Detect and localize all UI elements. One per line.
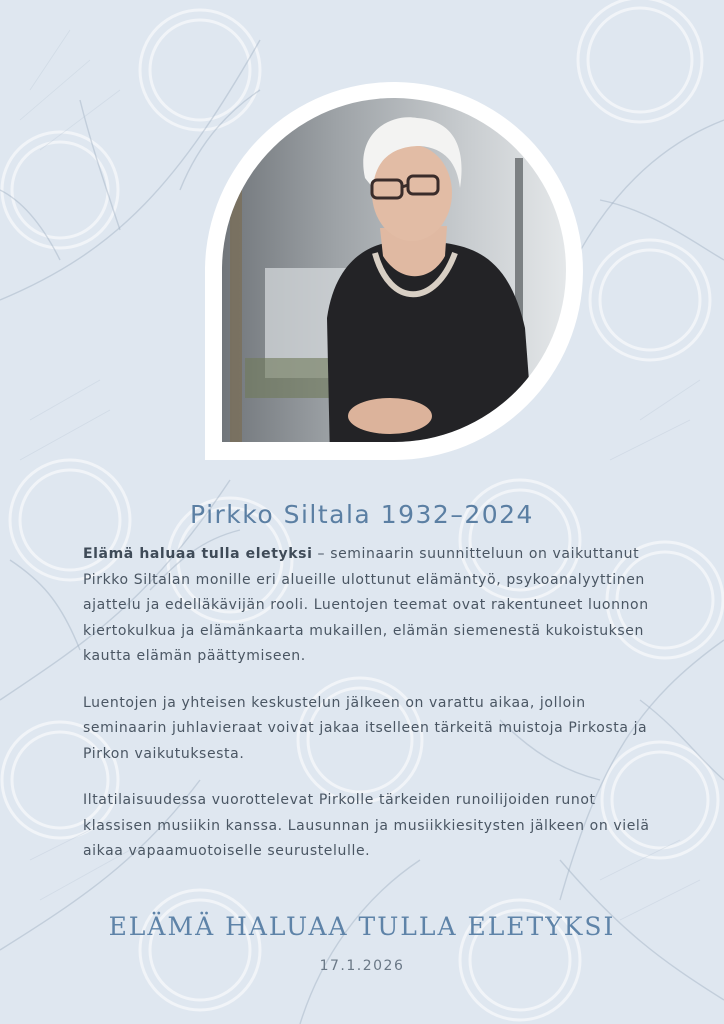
event-date: 17.1.2026 bbox=[319, 958, 405, 974]
paragraph-memories: Luentojen ja yhteisen keskustelun jälkeen on varattu aikaa, jolloin seminaarin juhlavieraat voivat jakaa itselleen tärkeitä muistoja Pirkosta ja Pirkon vaikutuksesta. bbox=[83, 694, 648, 762]
page-title: Pirkko Siltala 1932–2024 bbox=[190, 499, 534, 529]
event-tagline: ELÄMÄ HALUAA TULLA ELETYKSI bbox=[108, 912, 616, 941]
portrait-photo bbox=[205, 78, 583, 460]
paragraph-evening: Iltatilaisuudessa vuorottelevat Pirkolle tärkeiden runoilijoiden runot klassisen musiikin kanssa. Lausunnan ja musiikkiesitysten jälkeen on vielä aikaa vapaamuotoiselle seurustelulle. bbox=[83, 792, 650, 859]
paragraph-lead: Elämä haluaa tulla eletyksi bbox=[83, 546, 313, 562]
paragraph-intro-text: – seminaarin suunnitteluun on vaikuttanut Pirkko Siltalan monille eri alueille ulottunut elämäntyö, psykoanalyyttinen ajattelu ja edelläkävijän rooli. Luentojen teemat ovat rakentuneet luonnon kiertokulkua ja elämänkaarta mukaillen, elämän siemenestä kukoistuksen kautta elämän päättymiseen. bbox=[83, 546, 649, 664]
paragraph-intro bbox=[83, 542, 653, 670]
description bbox=[83, 542, 653, 886]
